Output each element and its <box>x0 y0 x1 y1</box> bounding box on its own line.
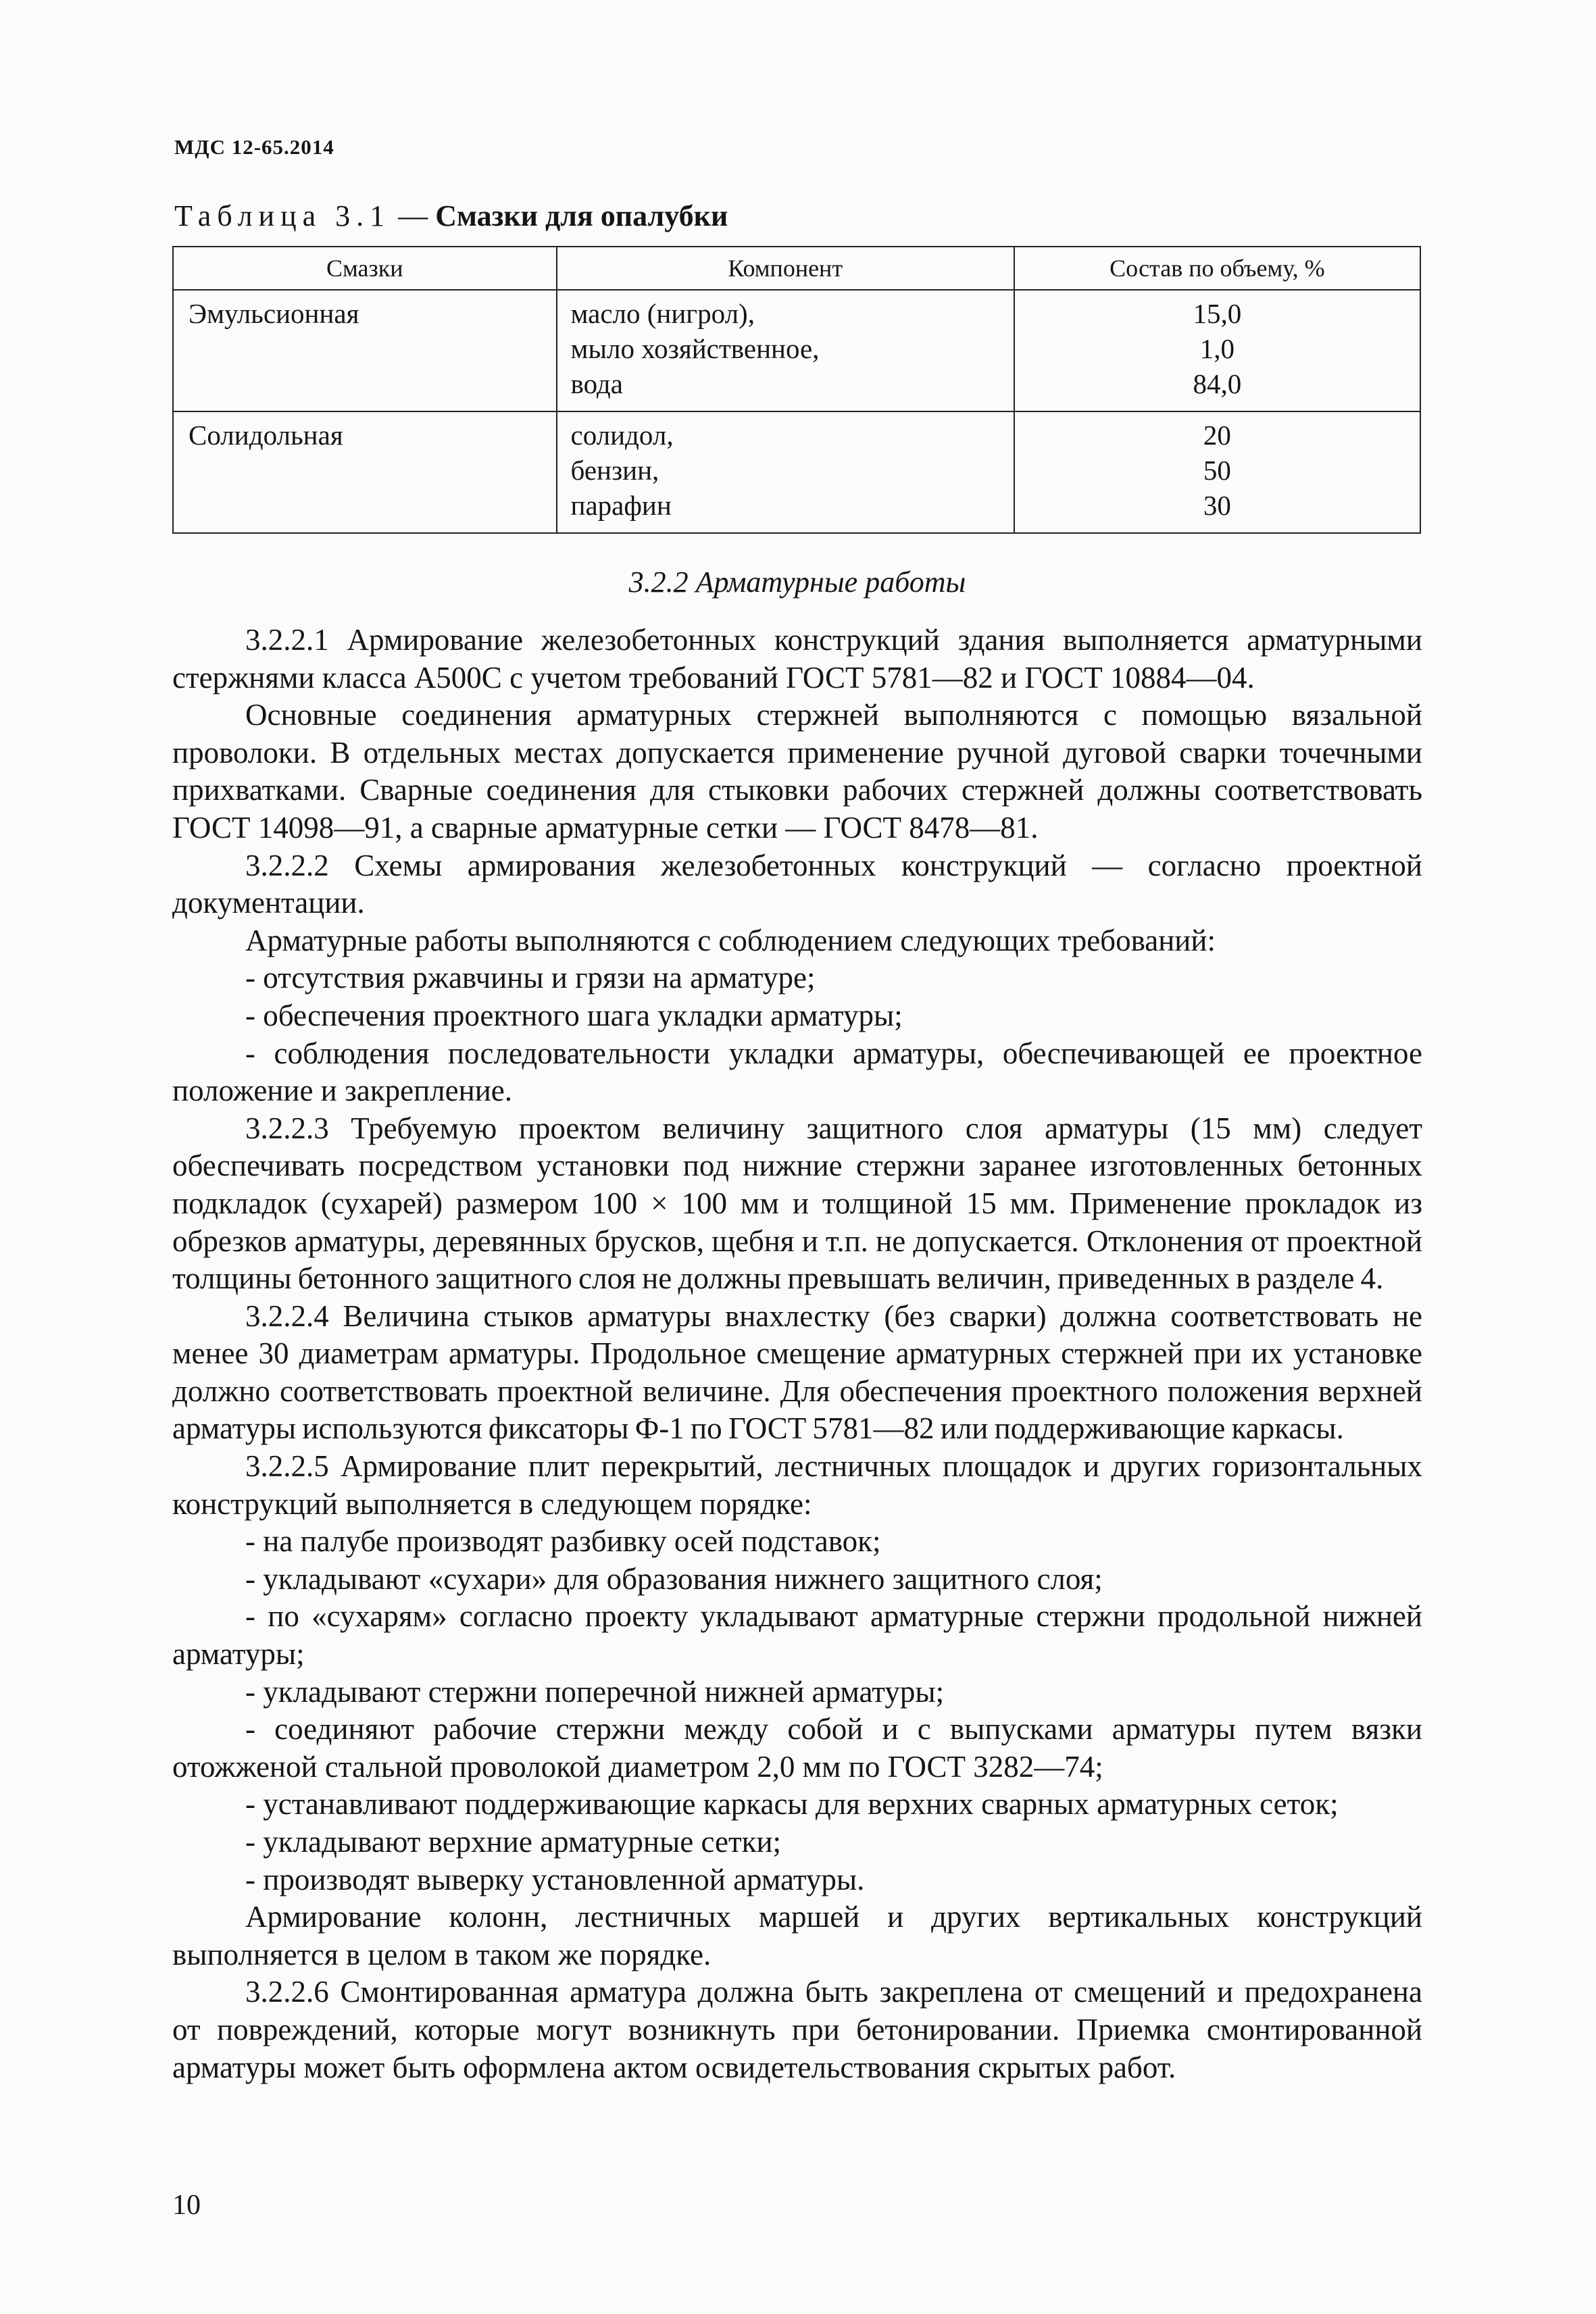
component-item: масло (нигрол), <box>570 298 755 329</box>
list-item: - укладывают верхние арматурные сетки; <box>245 1825 782 1859</box>
volume-list <box>1014 290 1420 411</box>
paragraph: 3.2.2.3 Требуемую проектом величину защитного слоя арматуры (15 мм) следует обеспечивать посредством установки под нижние стержни заранее изготовленных бетонных подкладок (сухарей) размером 100 × 100 мм и толщиной 15 мм. Применение прокладок из обрезков арматуры, деревянных брусков, щебня и т.п. не допускается. Отклонения от проектной толщины бетонного защитного слоя не должны превышать величин, приведенных в разделе 4. <box>172 1111 1422 1296</box>
table-caption-label: Таблица 3.1 <box>174 199 391 232</box>
paragraph: Армирование колонн, лестничных маршей и других вертикальных конструкций выполняется в целом в таком же порядке. <box>172 1900 1422 1971</box>
list-item: - по «сухарям» согласно проекту укладывают арматурные стержни продольной нижней арматуры; <box>172 1599 1422 1671</box>
section-title: 3.2.2 Арматурные работы <box>628 565 966 599</box>
body-text <box>172 622 1422 2086</box>
table-caption-separator: — <box>391 199 436 232</box>
list-item: - на палубе производят разбивку осей подставок; <box>245 1524 881 1559</box>
component-item: парафин <box>570 490 672 521</box>
paragraph: 3.2.2.2 Схемы армирования железобетонных конструкций — согласно проектной документации. <box>172 848 1422 920</box>
list-item: - соблюдения последовательности укладки арматуры, обеспечивающей ее проектное положение и закрепление. <box>172 1036 1422 1108</box>
document-code: МДС 12-65.2014 <box>174 135 334 159</box>
component-list <box>557 290 1014 411</box>
table-row <box>173 290 1420 411</box>
list-item: - отсутствия ржавчины и грязи на арматуре; <box>245 961 816 995</box>
column-header-lubricant: Смазки <box>173 247 557 290</box>
list-item: - соединяют рабочие стержни между собой и с выпусками арматуры путем вязки отожженой стальной проволокой диаметром 2,0 мм по ГОСТ 3282—74; <box>172 1712 1422 1784</box>
volume-value: 20 <box>1203 420 1231 451</box>
paragraph: 3.2.2.6 Смонтированная арматура должна быть закреплена от смещений и предохранена от повреждений, которые могут возникнуть при бетонировании. Приемка смонтированной арматуры может быть оформлена актом освидетельствования скрытых работ. <box>172 1975 1422 2084</box>
paragraph: Арматурные работы выполняются с соблюдением следующих требований: <box>245 923 1216 957</box>
paragraph: Основные соединения арматурных стержней выполняются с помощью вязальной проволоки. В отдельных местах допускается применение ручной дуговой сварки точечными прихватками. Сварные соединения для стыковки рабочих стержней должны соответствовать ГОСТ 14098—91, а сварные арматурные сетки — ГОСТ 8478—81. <box>172 698 1422 845</box>
volume-value: 1,0 <box>1199 333 1235 364</box>
lubricant-name: Солидольная <box>173 411 557 533</box>
paragraph: 3.2.2.5 Армирование плит перекрытий, лестничных площадок и других горизонтальных конструкций выполняется в следующем порядке: <box>172 1449 1422 1521</box>
list-item: - укладывают «сухари» для образования нижнего защитного слоя; <box>245 1561 1103 1596</box>
component-item: мыло хозяйственное, <box>570 333 820 364</box>
component-item: бензин, <box>570 455 659 486</box>
table-header-row <box>173 247 1420 290</box>
list-item: - укладывают стержни поперечной нижней арматуры; <box>245 1674 945 1709</box>
list-item: - обеспечения проектного шага укладки арматуры; <box>245 998 903 1032</box>
volume-value: 84,0 <box>1193 368 1242 399</box>
paragraph: 3.2.2.4 Величина стыков арматуры внахлестку (без сварки) должна соответствовать не менее 30 диаметрам арматуры. Продольное смещение арматурных стержней при их установке должно соответствовать проектной величине. Для обеспечения проектного положения верхней арматуры используются фиксаторы Ф-1 по ГОСТ 5781—82 или поддерживающие каркасы. <box>172 1299 1422 1446</box>
component-list <box>557 411 1014 533</box>
page-number: 10 <box>172 2190 201 2221</box>
column-header-volume-percent: Состав по объему, % <box>1014 247 1420 290</box>
component-item: вода <box>570 368 623 399</box>
volume-list <box>1014 411 1420 533</box>
volume-value: 50 <box>1203 455 1231 486</box>
paragraph: 3.2.2.1 Армирование железобетонных конструкций здания выполняется арматурными стержнями класса А500С с учетом требований ГОСТ 5781—82 и ГОСТ 10884—04. <box>172 623 1422 695</box>
volume-value: 30 <box>1203 490 1231 521</box>
table-caption <box>174 197 728 235</box>
lubricants-table <box>172 246 1421 534</box>
list-item: - производят выверку установленной арматуры. <box>245 1862 865 1896</box>
component-item: солидол, <box>570 420 674 451</box>
lubricant-name: Эмульсионная <box>173 290 557 411</box>
list-item: - устанавливают поддерживающие каркасы для верхних сварных арматурных сеток; <box>245 1787 1339 1821</box>
column-header-component: Компонент <box>557 247 1014 290</box>
table-row <box>173 411 1420 533</box>
table-caption-title: Смазки для опалубки <box>435 199 728 232</box>
volume-value: 15,0 <box>1193 298 1242 329</box>
